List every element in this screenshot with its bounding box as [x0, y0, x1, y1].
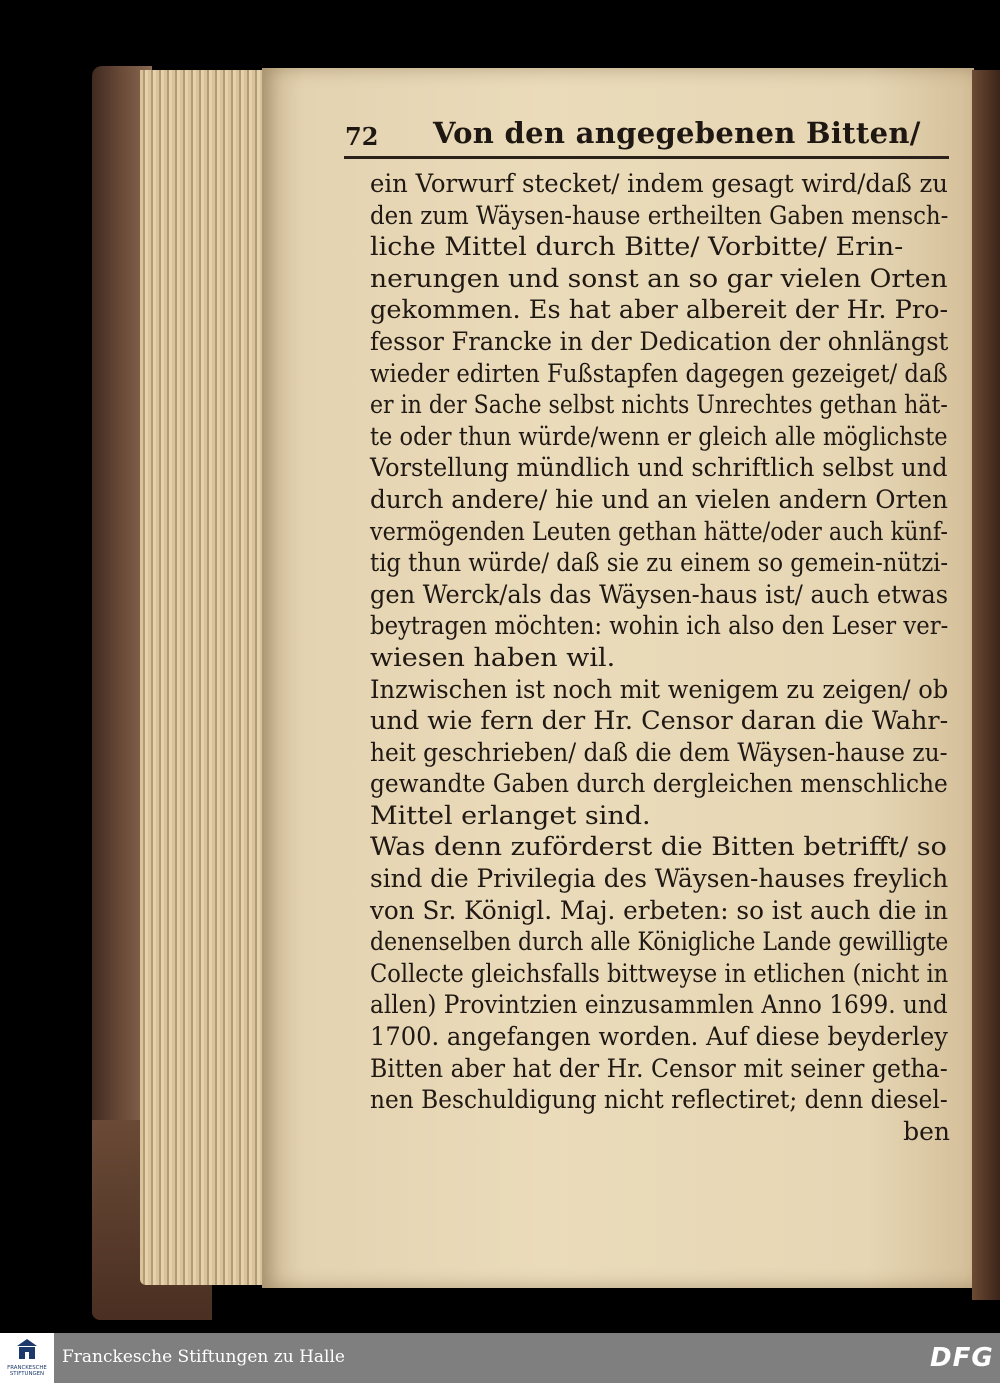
text-line: vermögenden Leuten gethan hätte/oder auch künf-: [370, 516, 948, 546]
text-line: von Sr. Königl. Maj. erbeten: so ist auch die in: [370, 895, 949, 925]
logo-text-line-2: STIFTUNGEN: [9, 1371, 45, 1377]
text-line: und wie fern der Hr. Censor daran die Wahr-: [370, 706, 949, 736]
text-line: fessor Francke in der Dedication der ohnlängst: [370, 326, 949, 356]
page-header: [345, 110, 950, 156]
text-line: te oder thun würde/wenn er gleich alle möglichste: [370, 421, 948, 451]
text-line: ein Vorwurf stecket/ indem gesagt wird/daß zu: [370, 169, 948, 198]
text-line: Was denn zuförderst die Bitten betrifft/ so: [370, 832, 947, 862]
page-number: 72: [345, 122, 379, 151]
text-line: den zum Wäysen-hause ertheilten Gaben mensch-: [370, 200, 949, 230]
text-line: 1700. angefangen worden. Auf diese beyderley: [370, 1022, 948, 1052]
dfg-logo[interactable]: DFG: [930, 1343, 994, 1373]
header-rule: [344, 156, 949, 159]
text-line: Collecte gleichsfalls bittweyse in etlichen (nicht in: [370, 958, 949, 988]
footer-bar: [0, 1333, 1000, 1383]
text-line: Inzwischen ist noch mit wenigem zu zeigen/ ob: [370, 674, 949, 704]
running-head: Von den angegebenen Bitten/: [433, 116, 921, 150]
text-line: allen) Provintzien einzusammlen Anno 1699. und: [370, 990, 948, 1020]
text-line: Bitten aber hat der Hr. Censor mit seiner getha-: [370, 1053, 948, 1083]
text-line: gen Werck/als das Wäysen-haus ist/ auch etwas: [370, 579, 949, 609]
text-line: nerungen und sonst an so gar vielen Orten: [370, 263, 948, 293]
building-icon: [17, 1339, 37, 1361]
text-line: er in der Sache selbst nichts Unrechtes gethan hät-: [370, 390, 948, 420]
text-line: tig thun würde/ daß sie zu einem so gemein-nützi-: [370, 548, 949, 578]
text-line: heit geschrieben/ daß die dem Wäysen-hause zu-: [370, 737, 948, 767]
logo-text-line-1: FRANCKESCHE: [7, 1365, 47, 1371]
text-line: beytragen möchten: wohin ich also den Leser ver-: [370, 611, 949, 641]
text-line: nen Beschuldigung nicht reflectiret; denn diesel-: [370, 1085, 948, 1115]
institution-name[interactable]: Franckesche Stiftungen zu Halle: [62, 1347, 345, 1367]
text-line: ben: [903, 1116, 950, 1146]
logo-text: [2, 1365, 52, 1377]
institution-logo[interactable]: [0, 1333, 54, 1383]
text-line: gekommen. Es hat aber albereit der Hr. Pro-: [370, 295, 949, 325]
page-body-text: [370, 168, 950, 1147]
text-line: liche Mittel durch Bitte/ Vorbitte/ Erin-: [370, 232, 904, 262]
text-line: denenselben durch alle Königliche Lande gewilligte: [370, 927, 949, 957]
text-line: gewandte Gaben durch dergleichen menschliche: [370, 769, 948, 799]
text-line: Vorstellung mündlich und schriftlich selbst und: [370, 453, 948, 483]
text-line: wiesen haben wil.: [370, 642, 616, 672]
text-line: Mittel erlanget sind.: [370, 800, 651, 830]
page-stack-edge: [140, 70, 280, 1285]
text-line: wieder edirten Fußstapfen dagegen gezeiget/ daß: [370, 358, 948, 388]
text-line: durch andere/ hie und an vielen andern Orten: [370, 484, 948, 514]
text-line: sind die Privilegia des Wäysen-hauses freylich: [370, 864, 949, 894]
